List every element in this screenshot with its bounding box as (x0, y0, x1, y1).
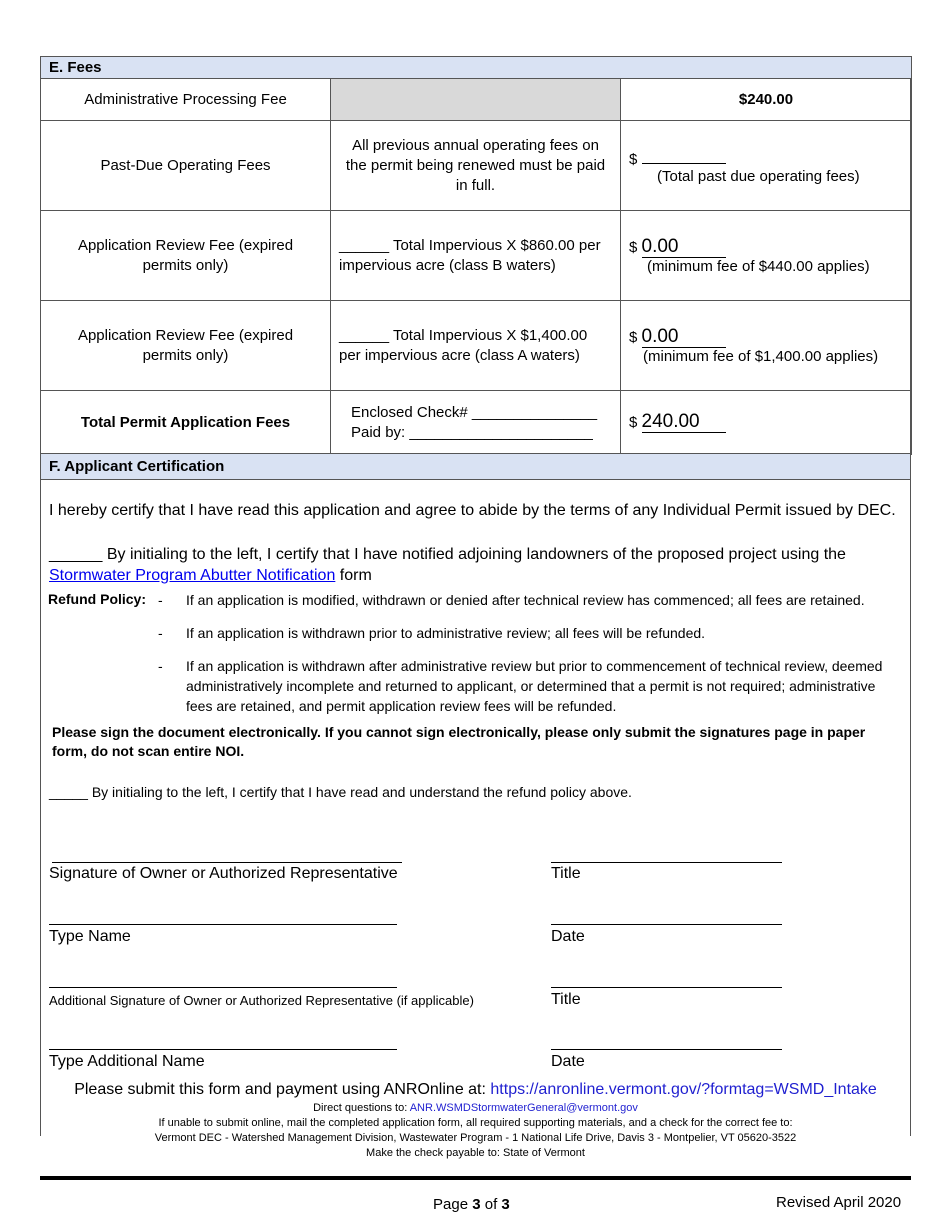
title-line[interactable] (551, 987, 782, 988)
refund-label: Refund Policy: (48, 591, 147, 607)
total-fee-field[interactable]: 240.00 (642, 412, 726, 433)
type-name-label: Type Name (49, 928, 131, 945)
fee-amount-cell (621, 391, 912, 455)
enclosed-check-field[interactable]: Enclosed Check# _______________ (351, 403, 598, 421)
title-label: Title (551, 991, 581, 1008)
page-of: of (484, 1196, 498, 1213)
review-fee-b-field[interactable]: 0.00 (642, 237, 726, 258)
refund-item: If an application is withdrawn after administrative review but prior to commencement of technical review, deemed administratively incomplete and returned to applicant, or determined that a permit is not required; administrative fees are retained, and permit application review fees will be refunded. (186, 658, 883, 714)
dollar-sign: $ (629, 150, 638, 168)
payment-info (331, 391, 621, 455)
fee-row-review-b (41, 211, 912, 301)
fee-row-admin (41, 79, 912, 121)
notify-statement (49, 544, 899, 586)
dollar-sign: $ (629, 414, 638, 431)
refund-item: If an application is modified, withdrawn or denied after technical review has commenced; all fees are retained. (186, 592, 865, 608)
refund-item: If an application is withdrawn prior to administrative review; all fees will be refunded. (186, 625, 706, 641)
fee-amount-cell (621, 301, 912, 391)
title-line[interactable] (551, 862, 782, 863)
questions-line (40, 1102, 911, 1114)
page-number (433, 1196, 510, 1213)
mailing-address: Vermont DEC - Watershed Management Division, Wastewater Program - 1 National Life Drive, Davis 3 - Montpelier, VT 05620-3522 (154, 1132, 797, 1144)
page-current: 3 (472, 1196, 481, 1213)
type-additional-name-line[interactable] (49, 1049, 397, 1050)
owner-signature-line[interactable] (52, 862, 402, 863)
contact-email-link[interactable]: ANR.WSMDStormwaterGeneral@vermont.gov (409, 1102, 638, 1114)
fee-description: ______ Total Impervious X $860.00 per impervious acre (class B waters) (331, 211, 621, 301)
date-line[interactable] (551, 924, 782, 925)
fee-note: (minimum fee of $1,400.00 applies) (643, 347, 879, 365)
fee-amount: $240.00 (621, 79, 912, 121)
owner-signature-label: Signature of Owner or Authorized Representative (49, 865, 398, 882)
payable-to: Make the check payable to: State of Vermont (366, 1147, 585, 1159)
fees-table (40, 56, 912, 455)
footer-rule (40, 1176, 911, 1180)
fee-label: Administrative Processing Fee (41, 79, 331, 121)
sign-notice: Please sign the document electronically. If you cannot sign electronically, please only submit the signatures page in paper form, do not scan entire NOI. (52, 724, 866, 759)
fee-row-review-a (41, 301, 912, 391)
additional-signature-line[interactable] (49, 987, 397, 988)
fee-note: (minimum fee of $440.00 applies) (647, 257, 870, 275)
date-label: Date (551, 928, 585, 945)
review-fee-a-field[interactable]: 0.00 (642, 327, 726, 348)
fee-label: Application Review Fee (expired permits only) (41, 211, 331, 301)
fee-amount-cell (621, 211, 912, 301)
fee-row-past-due (41, 121, 912, 211)
date-line[interactable] (551, 1049, 782, 1050)
refund-bullet: - (158, 625, 163, 641)
notify-suffix: form (339, 567, 372, 584)
fee-note: (Total past due operating fees) (657, 167, 860, 185)
questions-text: Direct questions to: (313, 1102, 408, 1114)
section-f-header: F. Applicant Certification (40, 453, 911, 480)
fee-label: Application Review Fee (expired permits only) (41, 301, 331, 391)
fee-label: Past-Due Operating Fees (41, 121, 331, 211)
section-e-header: E. Fees (41, 57, 912, 79)
date-label: Date (551, 1053, 585, 1070)
fee-amount-cell (621, 121, 912, 211)
page-prefix: Page (433, 1196, 469, 1213)
submit-text: Please submit this form and payment using ANROnline at: (74, 1081, 486, 1098)
title-label: Title (551, 865, 581, 882)
dollar-sign: $ (629, 238, 638, 256)
refund-bullet: - (158, 592, 163, 608)
paid-by-field[interactable]: Paid by: ______________________ (351, 423, 593, 441)
fee-label: Total Permit Application Fees (41, 391, 331, 455)
abutter-notification-link[interactable]: Stormwater Program Abutter Notification (49, 567, 336, 584)
revision-date: Revised April 2020 (776, 1194, 902, 1211)
anronline-link[interactable]: https://anronline.vermont.gov/?formtag=WSMD_Intake (490, 1081, 877, 1098)
fee-description: All previous annual operating fees on the permit being renewed must be paid in full. (331, 121, 621, 211)
mail-instructions: If unable to submit online, mail the completed application form, all required supporting materials, and a check for the correct fee to: (158, 1117, 793, 1129)
type-additional-name-label: Type Additional Name (49, 1053, 205, 1070)
refund-bullet: - (158, 658, 163, 674)
certify-statement: I hereby certify that I have read this application and agree to abide by the terms of any Individual Permit issued by DEC. (49, 502, 896, 519)
submit-instructions (40, 1081, 911, 1099)
dollar-sign: $ (629, 328, 638, 346)
notify-text[interactable]: ______ By initialing to the left, I certify that I have notified adjoining landowners of the proposed project using the (49, 546, 846, 563)
refund-acknowledgement[interactable]: _____ By initialing to the left, I certify that I have read and understand the refund policy above. (49, 784, 632, 800)
type-name-line[interactable] (49, 924, 397, 925)
fee-row-total (41, 391, 912, 455)
fee-middle-empty (331, 79, 621, 121)
past-due-amount-field[interactable] (642, 147, 726, 164)
fee-description: ______ Total Impervious X $1,400.00 per impervious acre (class A waters) (331, 301, 621, 391)
additional-signature-label: Additional Signature of Owner or Authorized Representative (if applicable) (49, 993, 474, 1008)
page-total: 3 (501, 1196, 510, 1213)
